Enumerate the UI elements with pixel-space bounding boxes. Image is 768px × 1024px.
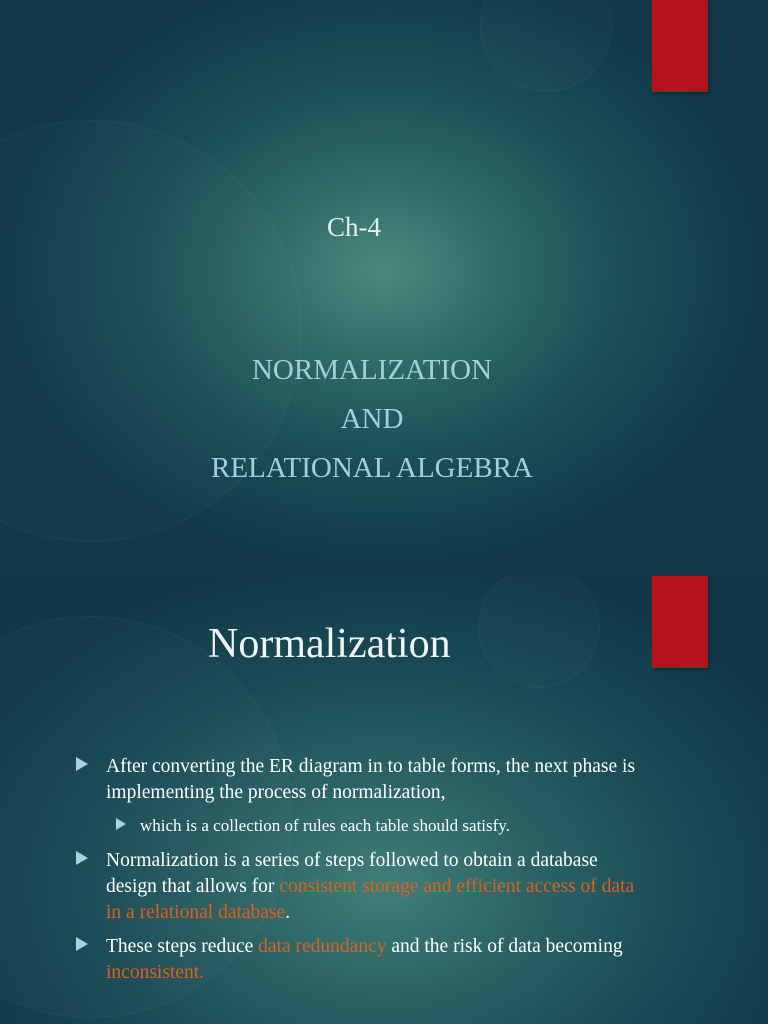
- bullet-item: [76, 754, 636, 806]
- title-line-2: AND: [340, 403, 404, 435]
- title-line-3: RELATIONAL ALGEBRA: [211, 452, 533, 484]
- sub-bullet-text: which is a collection of rules each table should satisfy.: [140, 816, 510, 835]
- triangle-bullet-icon: [116, 818, 126, 830]
- bullet-item: [76, 848, 636, 926]
- decorative-circle: [478, 576, 600, 688]
- sub-bullet-item: [76, 814, 636, 838]
- triangle-bullet-icon: [76, 851, 88, 865]
- bullet-text: .: [285, 902, 291, 923]
- slide-title: [0, 346, 744, 493]
- bullet-text: These steps reduce: [106, 936, 259, 957]
- red-accent-tab: [652, 0, 708, 92]
- bullet-text: and the risk of data becoming: [386, 936, 623, 957]
- bullet-text: After converting the ER diagram in to table forms, the next phase is implementing the process of normalization,: [106, 756, 636, 803]
- chapter-label: Ch-4: [327, 212, 381, 242]
- title-line-1: NORMALIZATION: [251, 354, 493, 386]
- highlighted-text: data redundancy: [258, 936, 387, 957]
- decorative-circle: [480, 0, 612, 92]
- highlighted-text: inconsistent.: [106, 962, 205, 983]
- red-accent-tab: [652, 576, 708, 668]
- bullet-item: [76, 934, 636, 986]
- triangle-bullet-icon: [76, 757, 88, 771]
- bullet-list: [76, 754, 636, 994]
- normalization-slide: [0, 576, 768, 1024]
- bullet-text: Normalization is a series of steps followed to obtain a database design that allows for: [106, 850, 598, 897]
- highlighted-text: consistent storage and efficient access of data in a relational database: [106, 876, 635, 923]
- triangle-bullet-icon: [76, 937, 88, 951]
- slide-heading: Normalization: [208, 621, 451, 667]
